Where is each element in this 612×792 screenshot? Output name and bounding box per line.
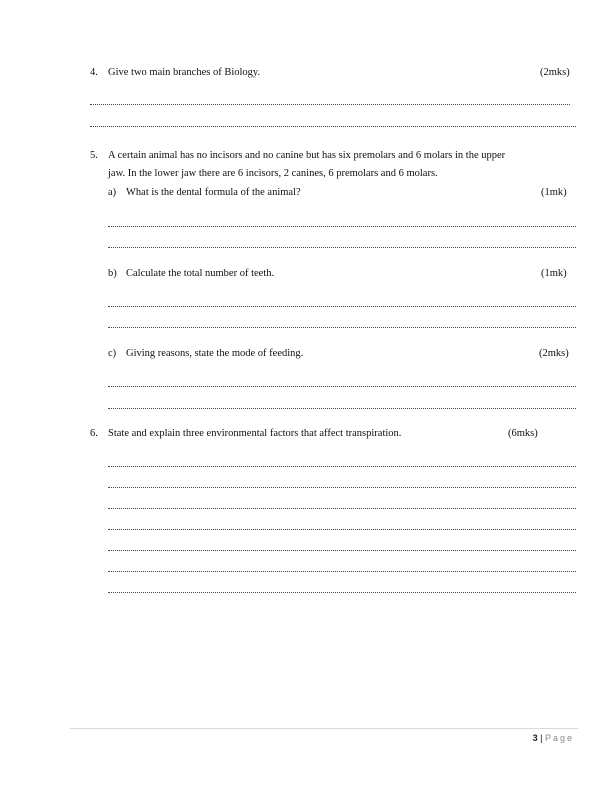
- q5a-label: a): [108, 187, 117, 198]
- answer-line[interactable]: [108, 247, 576, 248]
- q6-number: 6.: [90, 428, 98, 439]
- footer-separator: |: [540, 733, 543, 743]
- answer-line[interactable]: [108, 487, 576, 488]
- q5a-marks: (1mk): [541, 187, 567, 198]
- q4-number: 4.: [90, 67, 98, 78]
- answer-line[interactable]: [90, 104, 570, 105]
- q4-marks: (2mks): [540, 67, 570, 78]
- answer-line[interactable]: [108, 226, 576, 227]
- answer-line[interactable]: [108, 592, 576, 593]
- page-number: 3: [532, 733, 538, 743]
- answer-line[interactable]: [108, 408, 576, 409]
- q5-text-line2: jaw. In the lower jaw there are 6 incisors, 2 canines, 6 premolars and 6 molars.: [108, 168, 438, 179]
- answer-line[interactable]: [90, 126, 576, 127]
- answer-line[interactable]: [108, 571, 576, 572]
- page-label: Page: [544, 733, 574, 743]
- q5a-text: What is the dental formula of the animal?: [126, 187, 301, 198]
- q5c-label: c): [108, 348, 117, 359]
- answer-line[interactable]: [108, 386, 576, 387]
- answer-line[interactable]: [108, 550, 576, 551]
- answer-line[interactable]: [108, 466, 576, 467]
- footer-rule: [70, 728, 578, 729]
- answer-line[interactable]: [108, 327, 576, 328]
- q5c-marks: (2mks): [539, 348, 569, 359]
- q6-text: State and explain three environmental factors that affect transpiration.: [108, 428, 402, 439]
- answer-line[interactable]: [108, 508, 576, 509]
- q5b-label: b): [108, 268, 117, 279]
- q5-text-line1: A certain animal has no incisors and no canine but has six premolars and 6 molars in the upper: [108, 150, 506, 161]
- answer-line[interactable]: [108, 529, 576, 530]
- answer-line[interactable]: [108, 306, 576, 307]
- q5-number: 5.: [90, 150, 98, 161]
- q5c-text: Giving reasons, state the mode of feeding.: [126, 348, 304, 359]
- page-footer: [533, 733, 574, 743]
- q6-marks: (6mks): [508, 428, 538, 439]
- q4-text: Give two main branches of Biology.: [108, 67, 261, 78]
- q5b-text: Calculate the total number of teeth.: [126, 268, 275, 279]
- q5b-marks: (1mk): [541, 268, 567, 279]
